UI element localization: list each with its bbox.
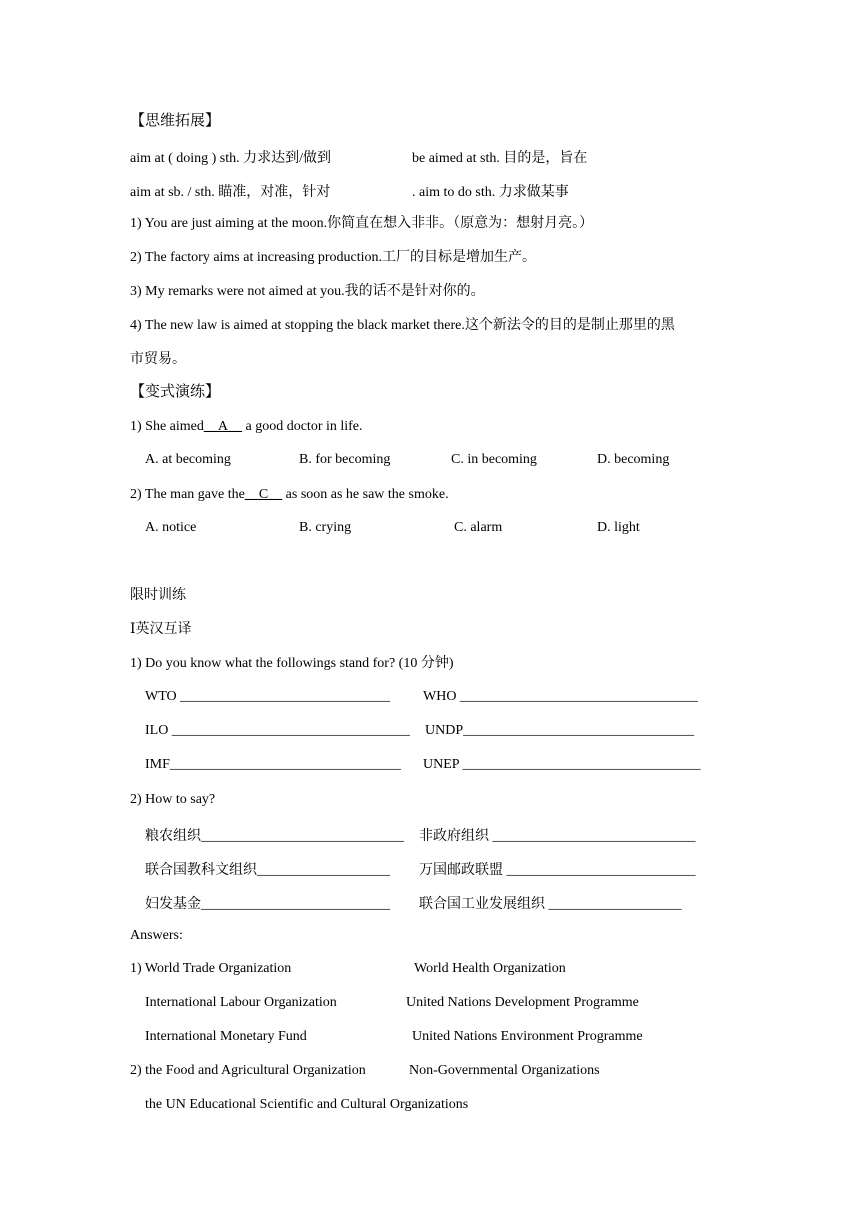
example-sentence-continued: 市贸易。 xyxy=(130,352,186,367)
translate-fill-line: 联合国工业发展组织 ___________________ xyxy=(419,897,682,912)
answer-item: World Health Organization xyxy=(414,961,566,976)
translate-fill-line: 粮农组织_____________________________ xyxy=(145,829,404,844)
abbr-fill-line: WTO ______________________________ xyxy=(145,689,391,704)
question-2-suffix: as soon as he saw the smoke. xyxy=(282,487,449,502)
example-sentence: 2) The factory aims at increasing production.工厂的目标是增加生产。 xyxy=(130,250,537,265)
translate-fill-line: 联合国教科文组织___________________ xyxy=(145,863,390,878)
question-1-prefix: 1) She aimed xyxy=(130,419,204,434)
example-sentence: 4) The new law is aimed at stopping the black market there.这个新法令的目的是制止那里的黑 xyxy=(130,318,675,333)
question-how-to-say: 2) How to say? xyxy=(130,792,216,807)
section-heading-timed-training: 限时训练 xyxy=(130,588,186,603)
answer-item: Non-Governmental Organizations xyxy=(409,1063,600,1078)
example-sentence: 1) You are just aiming at the moon.你简直在想入非非。（原意为：想射月亮。） xyxy=(130,216,594,231)
option-b: B. for becoming xyxy=(299,452,391,467)
translate-fill-line: 妇发基金___________________________ xyxy=(145,897,390,912)
option-a: A. at becoming xyxy=(145,452,231,467)
option-d: D. light xyxy=(597,520,640,535)
option-c: C. in becoming xyxy=(451,452,537,467)
section-heading-extension: 【思维拓展】 xyxy=(130,113,221,129)
abbr-fill-line: WHO __________________________________ xyxy=(423,689,698,704)
example-sentence: 3) My remarks were not aimed at you.我的话不是针对你的。 xyxy=(130,284,485,299)
question-1-answer-blank: __A__ xyxy=(203,419,242,434)
answer-item: 1) World Trade Organization xyxy=(130,961,292,976)
abbr-fill-line: UNDP_________________________________ xyxy=(425,723,695,738)
phrase-aim-to-do: . aim to do sth. 力求做某事 xyxy=(412,185,569,200)
option-a: A. notice xyxy=(145,520,197,535)
option-c: C. alarm xyxy=(454,520,503,535)
section-heading-practice: 【变式演练】 xyxy=(130,384,221,400)
abbr-fill-line: ILO __________________________________ xyxy=(145,723,410,738)
abbr-fill-line: UNEP __________________________________ xyxy=(423,757,701,772)
option-d: D. becoming xyxy=(597,452,670,467)
subheading-translation: Ⅰ英汉互译 xyxy=(130,622,192,637)
answer-item: International Labour Organization xyxy=(145,995,337,1010)
answer-item: United Nations Development Programme xyxy=(406,995,639,1010)
phrase-be-aimed-at: be aimed at sth. 目的是，旨在 xyxy=(412,151,588,166)
answers-heading: Answers: xyxy=(130,928,183,943)
abbr-fill-line: IMF_________________________________ xyxy=(145,757,401,772)
answer-item: the UN Educational Scientific and Cultural Organizations xyxy=(145,1097,469,1112)
answer-item: United Nations Environment Programme xyxy=(412,1029,643,1044)
translate-fill-line: 万国邮政联盟 ___________________________ xyxy=(419,863,696,878)
question-1 xyxy=(130,418,363,436)
phrase-aim-at-doing: aim at ( doing ) sth. 力求达到/做到 xyxy=(130,151,332,166)
question-2-prefix: 2) The man gave the xyxy=(130,487,245,502)
question-2 xyxy=(130,486,449,504)
question-2-answer-blank: __C__ xyxy=(244,487,283,502)
phrase-aim-at-sb: aim at sb. / sth. 瞄准，对准，针对 xyxy=(130,185,331,200)
option-b: B. crying xyxy=(299,520,352,535)
translate-fill-line: 非政府组织 _____________________________ xyxy=(419,829,696,844)
answer-item: 2) the Food and Agricultural Organization xyxy=(130,1063,366,1078)
question-abbreviations: 1) Do you know what the followings stand for? (10 分钟) xyxy=(130,656,454,671)
answer-item: International Monetary Fund xyxy=(145,1029,307,1044)
question-1-suffix: a good doctor in life. xyxy=(242,419,363,434)
